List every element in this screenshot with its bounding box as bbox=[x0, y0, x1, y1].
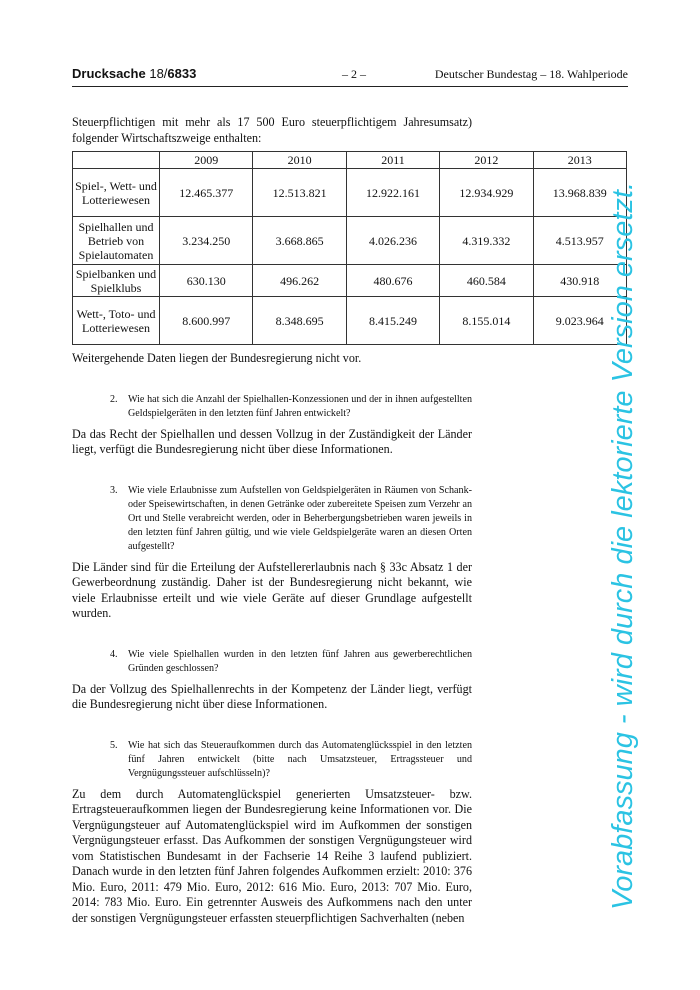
table-cell: 496.262 bbox=[253, 265, 346, 297]
question-number: 4. bbox=[110, 648, 118, 660]
table-cell: 630.130 bbox=[160, 265, 253, 297]
page-header bbox=[72, 66, 628, 87]
question-4 bbox=[110, 648, 472, 676]
table-cell: 8.155.014 bbox=[440, 297, 533, 345]
table-cell: 480.676 bbox=[346, 265, 439, 297]
year-header: 2012 bbox=[440, 152, 533, 169]
answer-3: Die Länder sind für die Erteilung der Aufstellererlaubnis nach § 33c Absatz 1 der Gewerbeordnung zuständig. Daher ist der Bundesregierung nicht bekannt, wie viele Erlaubnisse erteilt und wie viele Geräte auf dieser Grundlage aufgestellt wurden. bbox=[72, 559, 472, 620]
table-cell: 13.968.839 bbox=[533, 169, 626, 217]
question-text: Wie hat sich die Anzahl der Spielhallen-Konzessionen und der in ihnen aufgestellten Geldspielgeräten in den letzten fünf Jahren entwickelt? bbox=[128, 393, 472, 419]
question-text: Wie viele Erlaubnisse zum Aufstellen von Geldspielgeräten in Räumen von Schank- oder Speisewirtschaften, in denen Getränke oder zubereitete Speisen zum Verzehr an Ort und Stelle verabreicht werden, oder in Beherbergungsbetrieben waren jeweils in den letzten fünf Jahren gültig, und wie viele Geldspielgeräte waren an diesen Orten aufgestellt? bbox=[128, 484, 472, 552]
question-text: Wie hat sich das Steueraufkommen durch das Automatenglücksspiel in den letzten fünf Jahren entwickelt (bitte nach Umsatzsteuer, Ertragssteuer und Vergnügungssteuer aufschlüsseln)? bbox=[128, 739, 472, 779]
year-header: 2009 bbox=[160, 152, 253, 169]
doc-prefix: 18/ bbox=[149, 66, 168, 81]
table-cell: 8.415.249 bbox=[346, 297, 439, 345]
question-2 bbox=[110, 393, 472, 421]
table-cell: 4.319.332 bbox=[440, 217, 533, 265]
answer-2: Da das Recht der Spielhallen und dessen Vollzug in der Zuständigkeit der Länder liegt, verfügt die Bundesregierung nicht über diese Informationen. bbox=[72, 426, 472, 456]
table-header-row bbox=[73, 152, 627, 169]
table-cell: 12.465.377 bbox=[160, 169, 253, 217]
question-text: Wie viele Spielhallen wurden in den letzten fünf Jahren aus gewerberechtlichen Gründen geschlossen? bbox=[128, 648, 472, 674]
row-label: Wett-, Toto- und Lotteriewesen bbox=[73, 297, 160, 345]
table-cell: 12.513.821 bbox=[253, 169, 346, 217]
table-cell: 4.513.957 bbox=[533, 217, 626, 265]
table-cell: 460.584 bbox=[440, 265, 533, 297]
table-row bbox=[73, 217, 627, 265]
table-cell: 4.026.236 bbox=[346, 217, 439, 265]
table-cell: 12.934.929 bbox=[440, 169, 533, 217]
draft-watermark: Vorabfassung - wird durch die lektorierte Version ersetzt. bbox=[607, 181, 639, 910]
after-table-note: Weitergehende Daten liegen der Bundesregierung nicht vor. bbox=[72, 351, 362, 365]
table-cell: 9.023.964 bbox=[533, 297, 626, 345]
table-row bbox=[73, 297, 627, 345]
table-cell: 8.600.997 bbox=[160, 297, 253, 345]
question-5 bbox=[110, 739, 472, 781]
publisher: Deutscher Bundestag – 18. Wahlperiode bbox=[434, 67, 628, 81]
row-label: Spielhallen und Betrieb von Spielautomaten bbox=[73, 217, 160, 265]
year-header: 2011 bbox=[346, 152, 439, 169]
table-row bbox=[73, 169, 627, 217]
answer-4: Da der Vollzug des Spielhallenrechts in der Kompetenz der Länder liegt, verfügt die Bundesregierung nicht über diese Informationen. bbox=[72, 681, 472, 711]
row-label: Spiel-, Wett- und Lotteriewesen bbox=[73, 169, 160, 217]
document-id bbox=[72, 66, 196, 81]
question-3 bbox=[110, 484, 472, 554]
question-number: 5. bbox=[110, 739, 118, 751]
page-content bbox=[72, 115, 607, 926]
page-number: – 2 – bbox=[342, 67, 366, 81]
question-number: 3. bbox=[110, 484, 118, 496]
table-corner bbox=[73, 152, 160, 169]
table-cell: 12.922.161 bbox=[346, 169, 439, 217]
doc-label: Drucksache bbox=[72, 66, 146, 81]
year-header: 2010 bbox=[253, 152, 346, 169]
revenue-table bbox=[72, 151, 627, 345]
intro-paragraph: Steuerpflichtigen mit mehr als 17 500 Euro steuerpflichtigem Jahresumsatz) folgender Wirtschaftszweige enthalten: bbox=[72, 115, 472, 145]
doc-number: 6833 bbox=[167, 66, 197, 81]
table-cell: 3.668.865 bbox=[253, 217, 346, 265]
table-cell: 8.348.695 bbox=[253, 297, 346, 345]
question-number: 2. bbox=[110, 393, 118, 405]
answer-5: Zu dem durch Automatenglückspiel generierten Umsatzsteuer- bzw. Ertragsteueraufkommen liegen der Bundesregierung keine Informationen vor. Die Vergnügungsteuer auf Automatenglückspiel wird im Aufkommen der sonstigen Vergnügungsteuer erfasst. Das Aufkommen der sonstigen Vergnügungsteuer wird vom Statistischen Bundesamt in der Fachserie 14 Reihe 3 laufend publiziert. Danach wurde in den letzten fünf Jahren folgendes Aufkommen erzielt: 2010: 376 Mio. Euro, 2011: 479 Mio. Euro, 2012: 616 Mio. Euro, 2013: 707 Mio. Euro, 2014: 783 Mio. Euro. Ein getrennter Ausweis des Aufkommens nach den unter der sonstigen Vergnügungsteuer erfassten steuerpflichtigen Sachverhalten (neben bbox=[72, 786, 472, 925]
table-row bbox=[73, 265, 627, 297]
row-label: Spielbanken und Spielklubs bbox=[73, 265, 160, 297]
year-header: 2013 bbox=[533, 152, 626, 169]
table-cell: 3.234.250 bbox=[160, 217, 253, 265]
table-cell: 430.918 bbox=[533, 265, 626, 297]
